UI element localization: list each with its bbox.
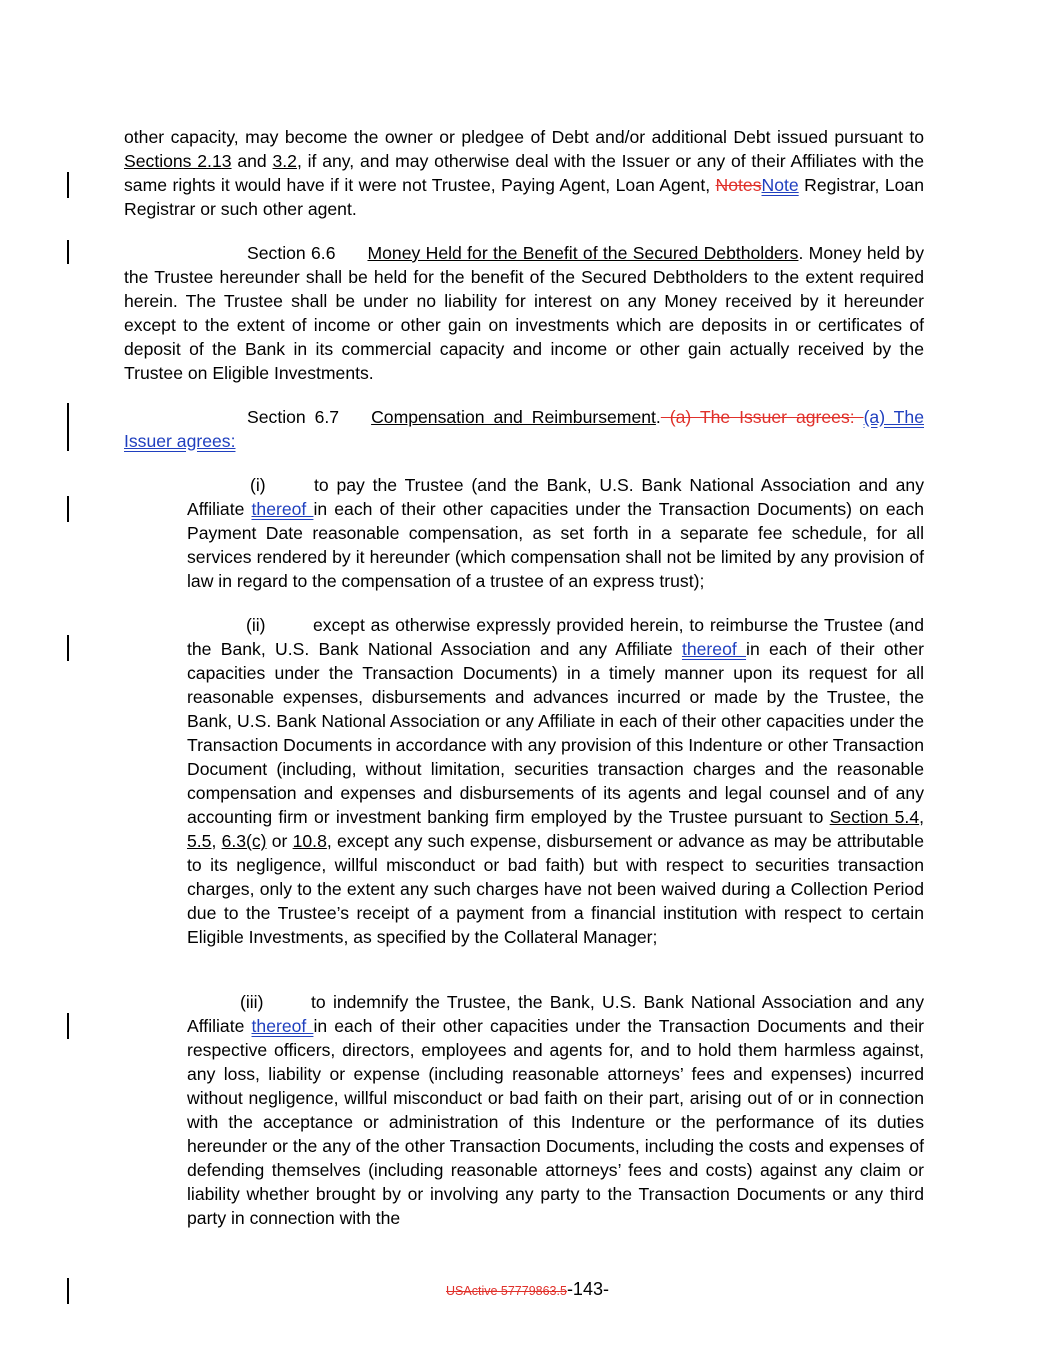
clause-iii: (iii) to indemnify the Trustee, the Bank, U.S. Bank National Association and any Affiliate thereof in each of their other capacities under the Transaction Documents and their respective officers, directors, employees and agents for, and to hold them harmless against, any loss, liability or expense (including reasonable attorneys’ fees and expenses) incurred without negligence, willful misconduct or bad faith on their part, arising out of or in connection with the acceptance or administration of this Indenture or the performance of its duties hereunder or the any of the other Transaction Documents, including the costs and expenses of defending themselves (including reasonable attorneys’ fees and costs) against any claim or liability whether brought by or involving any party to the Transaction Documents or any third party in connection with the xyxy=(187,992,924,1228)
section-title: Compensation and Reimbursement xyxy=(371,407,656,427)
clause-ii: (ii) except as otherwise expressly provided herein, to reimburse the Trustee (and the Bank, U.S. Bank National Association and any Affiliate thereof in each of their other capacities under the Transaction Documents) in a timely manner upon its request for all reasonable expenses, disbursements and advances incurred or made by the Trustee, the Bank, U.S. Bank National Association or any Affiliate in each of their other capacities under the Transaction Documents in accordance with any provision of this Indenture or other Transaction Document (including, without limitation, securities transaction charges and the reasonable compensation and expenses and disbursements of its agents and legal counsel and of any accounting firm or investment banking firm employed by the Trustee pursuant to Section 5.4, 5.5, 6.3(c) or 10.8, except any such expense, disbursement or advance as may be attributable to its negligence, willful misconduct or bad faith) but with respect to securities transaction charges, only to the extent any such charges have not been waived during a Collection Period due to the Trustee’s receipt of a payment from a financial institution with respect to certain Eligible Investments, as specified by the Collateral Manager; xyxy=(187,615,924,947)
paragraph-continuation: other capacity, may become the owner or pledgee of Debt and/or additional Debt issued pursuant to Sections 2.13 and 3.2, if any, and may otherwise deal with the Issuer or any of their Affiliates with the same rights it would have if it were not Trustee, Paying Agent, Loan Agent, NotesNote Registrar, Loan Registrar or such other agent. xyxy=(124,127,924,219)
inserted-text: Note xyxy=(761,175,799,195)
document-id: USActive 57779863.5 xyxy=(446,1284,567,1298)
change-bar xyxy=(67,635,69,661)
section-7-heading: Section 6.7 Compensation and Reimbursement. (a) The Issuer agrees: (a) The Issuer agrees: xyxy=(124,407,924,451)
clause-number: (ii) xyxy=(246,615,266,635)
change-bar xyxy=(67,496,69,522)
deleted-text: Notes xyxy=(715,175,762,195)
section-6-6: Section 6.6 Money Held for the Benefit of the Secured Debtholders. Money held by the Trustee hereunder shall be held for the benefit of the Secured Debtholders to the extent required herein. The Trustee shall be under no liability for interest on any Money received by it hereunder except to the extent of income or other gain on investments which are deposits in or certificates of deposit of the Bank in its commercial capacity and income or other gain actually received by the Trustee on Eligible Investments. xyxy=(124,243,924,383)
inserted-text: thereof xyxy=(251,499,314,519)
section-number: Section 6.7 xyxy=(247,407,340,427)
change-bar xyxy=(67,172,69,198)
section-reference: 5.5 xyxy=(187,831,212,851)
section-reference: 10.8 xyxy=(292,831,327,851)
section-number: Section 6.6 xyxy=(247,243,336,263)
inserted-text: thereof xyxy=(251,1016,314,1036)
change-bar xyxy=(67,403,69,451)
inserted-text: thereof xyxy=(681,639,747,659)
section-reference: 6.3(c) xyxy=(221,831,267,851)
section-reference: 3.2 xyxy=(272,151,297,171)
deleted-text: (a) The Issuer agrees: xyxy=(660,407,864,427)
clause-i: (i) to pay the Trustee (and the Bank, U.S. Bank National Association and any Affiliate thereof in each of their other capacities under the Transaction Documents) on each Payment Date reasonable compensation, as set forth in a separate fee schedule, for all services rendered by it hereunder (which compensation shall not be limited by any provision of law in regard to the compensation of a trustee of an express trust); xyxy=(187,475,924,591)
page-number: -143- xyxy=(566,1279,609,1299)
section-reference: Section 5.4 xyxy=(829,807,920,827)
page-footer xyxy=(0,1279,1055,1300)
section-title: Money Held for the Benefit of the Secured Debtholders xyxy=(367,243,799,263)
clause-number: (i) xyxy=(250,475,266,495)
change-bar xyxy=(67,1013,69,1039)
section-reference: Sections 2.13 xyxy=(124,151,232,171)
inserted-text: (a) The Issuer agrees: xyxy=(124,407,924,451)
clause-number: (iii) xyxy=(240,992,264,1012)
change-bar xyxy=(67,240,69,264)
